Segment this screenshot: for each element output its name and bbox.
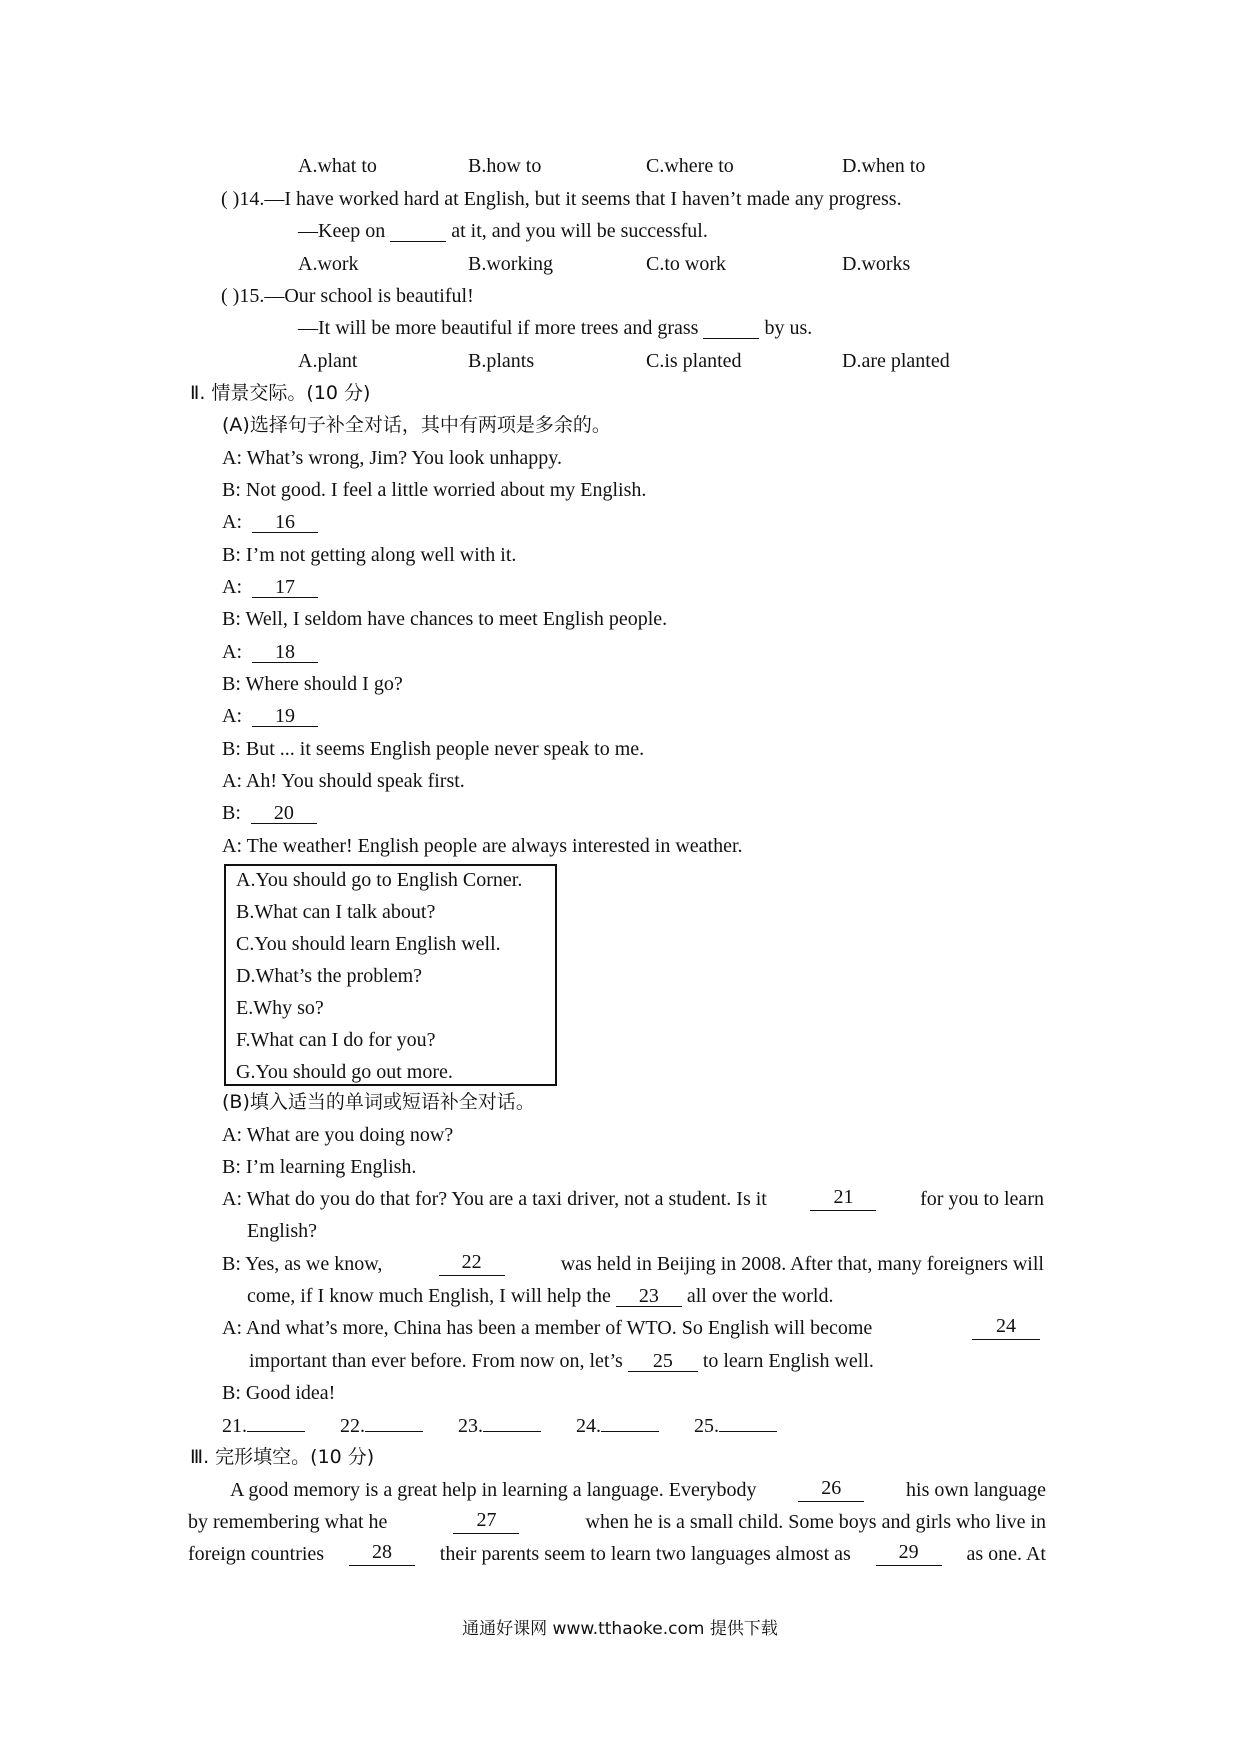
question-stem: 15.—Our school is beautiful! — [239, 285, 474, 307]
dialogue-line: A: The weather! English people are always interested in weather. — [222, 835, 743, 857]
dialogue-line: A: 18 — [222, 640, 318, 664]
q14-option-b: B.working — [468, 253, 553, 275]
dialogue-line: B: Good idea! — [222, 1382, 336, 1404]
blank-22: 22 — [439, 1252, 505, 1276]
dialogue-line: A: What do you do that for? You are a taxi driver, not a student. Is it 21 for you to learn — [222, 1186, 1044, 1210]
question-15 — [221, 284, 474, 308]
blank-25: 25 — [628, 1351, 698, 1372]
blank-20: 20 — [251, 803, 317, 824]
answer-row: 21. 22. 23. 24. 25. — [222, 1413, 777, 1438]
answer-paren: ( ) — [221, 188, 240, 210]
q15-reply: —It will be more beautiful if more trees and grass by us. — [298, 317, 813, 339]
q14-reply: —Keep on at it, and you will be successful. — [298, 220, 708, 242]
dialogue-line: English? — [247, 1220, 317, 1242]
dialogue-line: B: Yes, as we know, 22 was held in Beijing in 2008. After that, many foreigners will — [222, 1251, 1044, 1275]
dialogue-line: B: I’m not getting along well with it. — [222, 544, 517, 566]
blank-23: 23 — [616, 1286, 682, 1307]
q14-option-c: C.to work — [646, 253, 726, 275]
dialogue-line: A: 16 — [222, 510, 318, 534]
dialogue-line: A: 17 — [222, 575, 318, 599]
q13-option-c: C.where to — [646, 155, 734, 177]
blank-18: 18 — [252, 642, 318, 663]
question-14 — [221, 187, 902, 211]
dialogue-line: B: Where should I go? — [222, 673, 403, 695]
blank-29: 29 — [876, 1542, 942, 1566]
q15-option-a: A.plant — [298, 350, 358, 372]
dialogue-line: B: I’m learning English. — [222, 1156, 417, 1178]
section-2-heading: Ⅱ. 情景交际。(10 分) — [190, 382, 371, 404]
section-3-heading: Ⅲ. 完形填空。(10 分) — [190, 1446, 375, 1468]
dialogue-line: A: And what’s more, China has been a member of WTO. So English will become 24 — [222, 1316, 1040, 1340]
choice-a: A.You should go to English Corner. — [236, 869, 523, 891]
blank-17: 17 — [252, 577, 318, 598]
dialogue-line: B: 20 — [222, 801, 317, 825]
blank-27: 27 — [453, 1510, 519, 1534]
answer-blank — [703, 318, 759, 339]
choice-b: B.What can I talk about? — [236, 901, 436, 923]
part-b-instruction: (B)填入适当的单词或短语补全对话。 — [222, 1091, 535, 1113]
dialogue-line: B: But ... it seems English people never speak to me. — [222, 738, 645, 760]
part-a-instruction: (A)选择句子补全对话，其中有两项是多余的。 — [222, 414, 611, 436]
paragraph-line: foreign countries 28 their parents seem to learn two languages almost as 29 as one. At — [188, 1541, 1046, 1565]
choices-box — [224, 864, 557, 1086]
answer-blank — [390, 221, 446, 242]
q13-option-a: A.what to — [298, 155, 377, 177]
dialogue-line: A: 19 — [222, 704, 318, 728]
dialogue-line: important than ever before. From now on, let’s 25 to learn English well. — [249, 1350, 874, 1372]
blank-28: 28 — [349, 1542, 415, 1566]
q15-option-c: C.is planted — [646, 350, 742, 372]
choice-d: D.What’s the problem? — [236, 965, 423, 987]
question-stem: 14.—I have worked hard at English, but it seems that I haven’t made any progress. — [239, 188, 902, 210]
choice-g: G.You should go out more. — [236, 1061, 453, 1083]
dialogue-line: A: What are you doing now? — [222, 1124, 454, 1146]
q14-option-d: D.works — [842, 253, 911, 275]
choice-e: E.Why so? — [236, 997, 324, 1019]
dialogue-line: A: What’s wrong, Jim? You look unhappy. — [222, 447, 563, 469]
choice-f: F.What can I do for you? — [236, 1029, 436, 1051]
paragraph-line: by remembering what he 27 when he is a small child. Some boys and girls who live in — [188, 1509, 1046, 1533]
blank-21: 21 — [810, 1187, 876, 1211]
blank-24: 24 — [972, 1316, 1040, 1340]
q15-option-d: D.are planted — [842, 350, 950, 372]
answer-paren: ( ) — [221, 285, 240, 307]
q13-option-d: D.when to — [842, 155, 926, 177]
dialogue-line: A: Ah! You should speak first. — [222, 770, 465, 792]
dialogue-line: B: Not good. I feel a little worried about my English. — [222, 479, 647, 501]
footer: 通通好课网 www.tthaoke.com 提供下载 — [462, 1619, 778, 1639]
q13-option-b: B.how to — [468, 155, 542, 177]
blank-19: 19 — [252, 706, 318, 727]
choice-c: C.You should learn English well. — [236, 933, 501, 955]
dialogue-line: B: Well, I seldom have chances to meet English people. — [222, 608, 668, 630]
blank-16: 16 — [252, 512, 318, 533]
blank-26: 26 — [798, 1478, 864, 1502]
q15-option-b: B.plants — [468, 350, 535, 372]
paragraph-line: A good memory is a great help in learning a language. Everybody 26 his own language — [230, 1477, 1046, 1501]
q14-option-a: A.work — [298, 253, 359, 275]
dialogue-line: come, if I know much English, I will help the 23 all over the world. — [247, 1285, 834, 1307]
